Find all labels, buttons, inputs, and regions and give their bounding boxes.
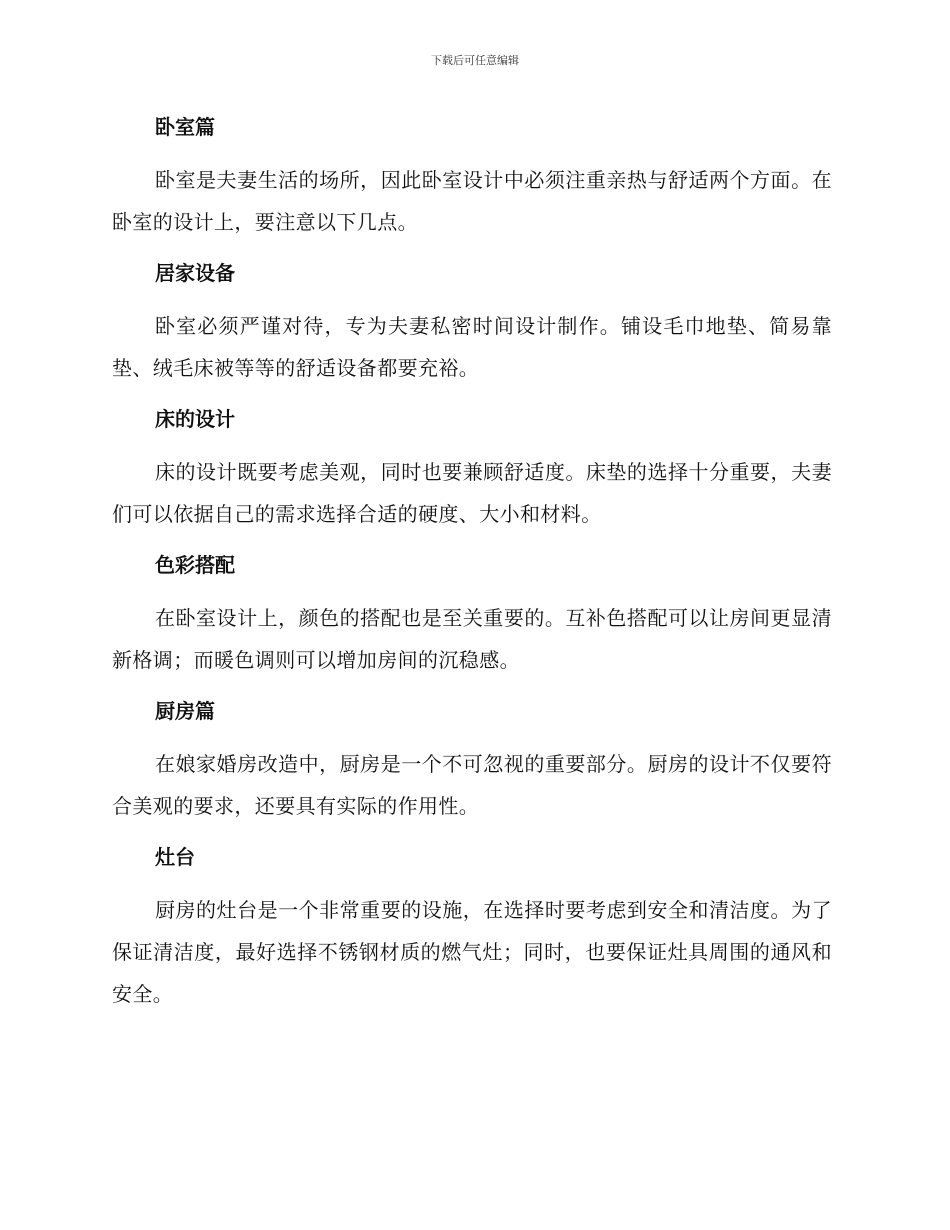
section-paragraph: 卧室必须严谨对待，专为夫妻私密时间设计制作。铺设毛巾地垫、简易靠垫、绒毛床被等等的舒适设备都要充裕。 <box>112 314 832 380</box>
section-paragraph: 在卧室设计上，颜色的搭配也是至关重要的。互补色搭配可以让房间更显清新格调；而暖色调则可以增加房间的沉稳感。 <box>112 606 832 672</box>
section-heading: 厨房篇 <box>155 699 215 723</box>
document-body <box>112 108 832 1026</box>
section-heading: 灶台 <box>155 845 195 869</box>
section-heading: 居家设备 <box>155 261 235 285</box>
section-paragraph: 在娘家婚房改造中，厨房是一个不可忽视的重要部分。厨房的设计不仅要符合美观的要求，还要具有实际的作用性。 <box>112 752 832 818</box>
section-paragraph: 床的设计既要考虑美观，同时也要兼顾舒适度。床垫的选择十分重要，夫妻们可以依据自己的需求选择合适的硬度、大小和材料。 <box>112 460 832 526</box>
section-kitchen <box>112 692 832 827</box>
section-color-matching <box>112 546 832 681</box>
page-header-note: 下载后可任意编辑 <box>431 54 519 67</box>
section-stove <box>112 838 832 1015</box>
section-home-equipment <box>112 254 832 389</box>
section-paragraph: 卧室是夫妻生活的场所，因此卧室设计中必须注重亲热与舒适两个方面。在卧室的设计上，要注意以下几点。 <box>112 168 832 234</box>
section-heading: 卧室篇 <box>155 115 215 139</box>
section-heading: 色彩搭配 <box>155 553 235 577</box>
section-bed-design <box>112 400 832 535</box>
section-bedroom <box>112 108 832 243</box>
section-paragraph: 厨房的灶台是一个非常重要的设施，在选择时要考虑到安全和清洁度。为了保证清洁度，最好选择不锈钢材质的燃气灶；同时，也要保证灶具周围的通风和安全。 <box>112 898 832 1006</box>
section-heading: 床的设计 <box>155 407 235 431</box>
